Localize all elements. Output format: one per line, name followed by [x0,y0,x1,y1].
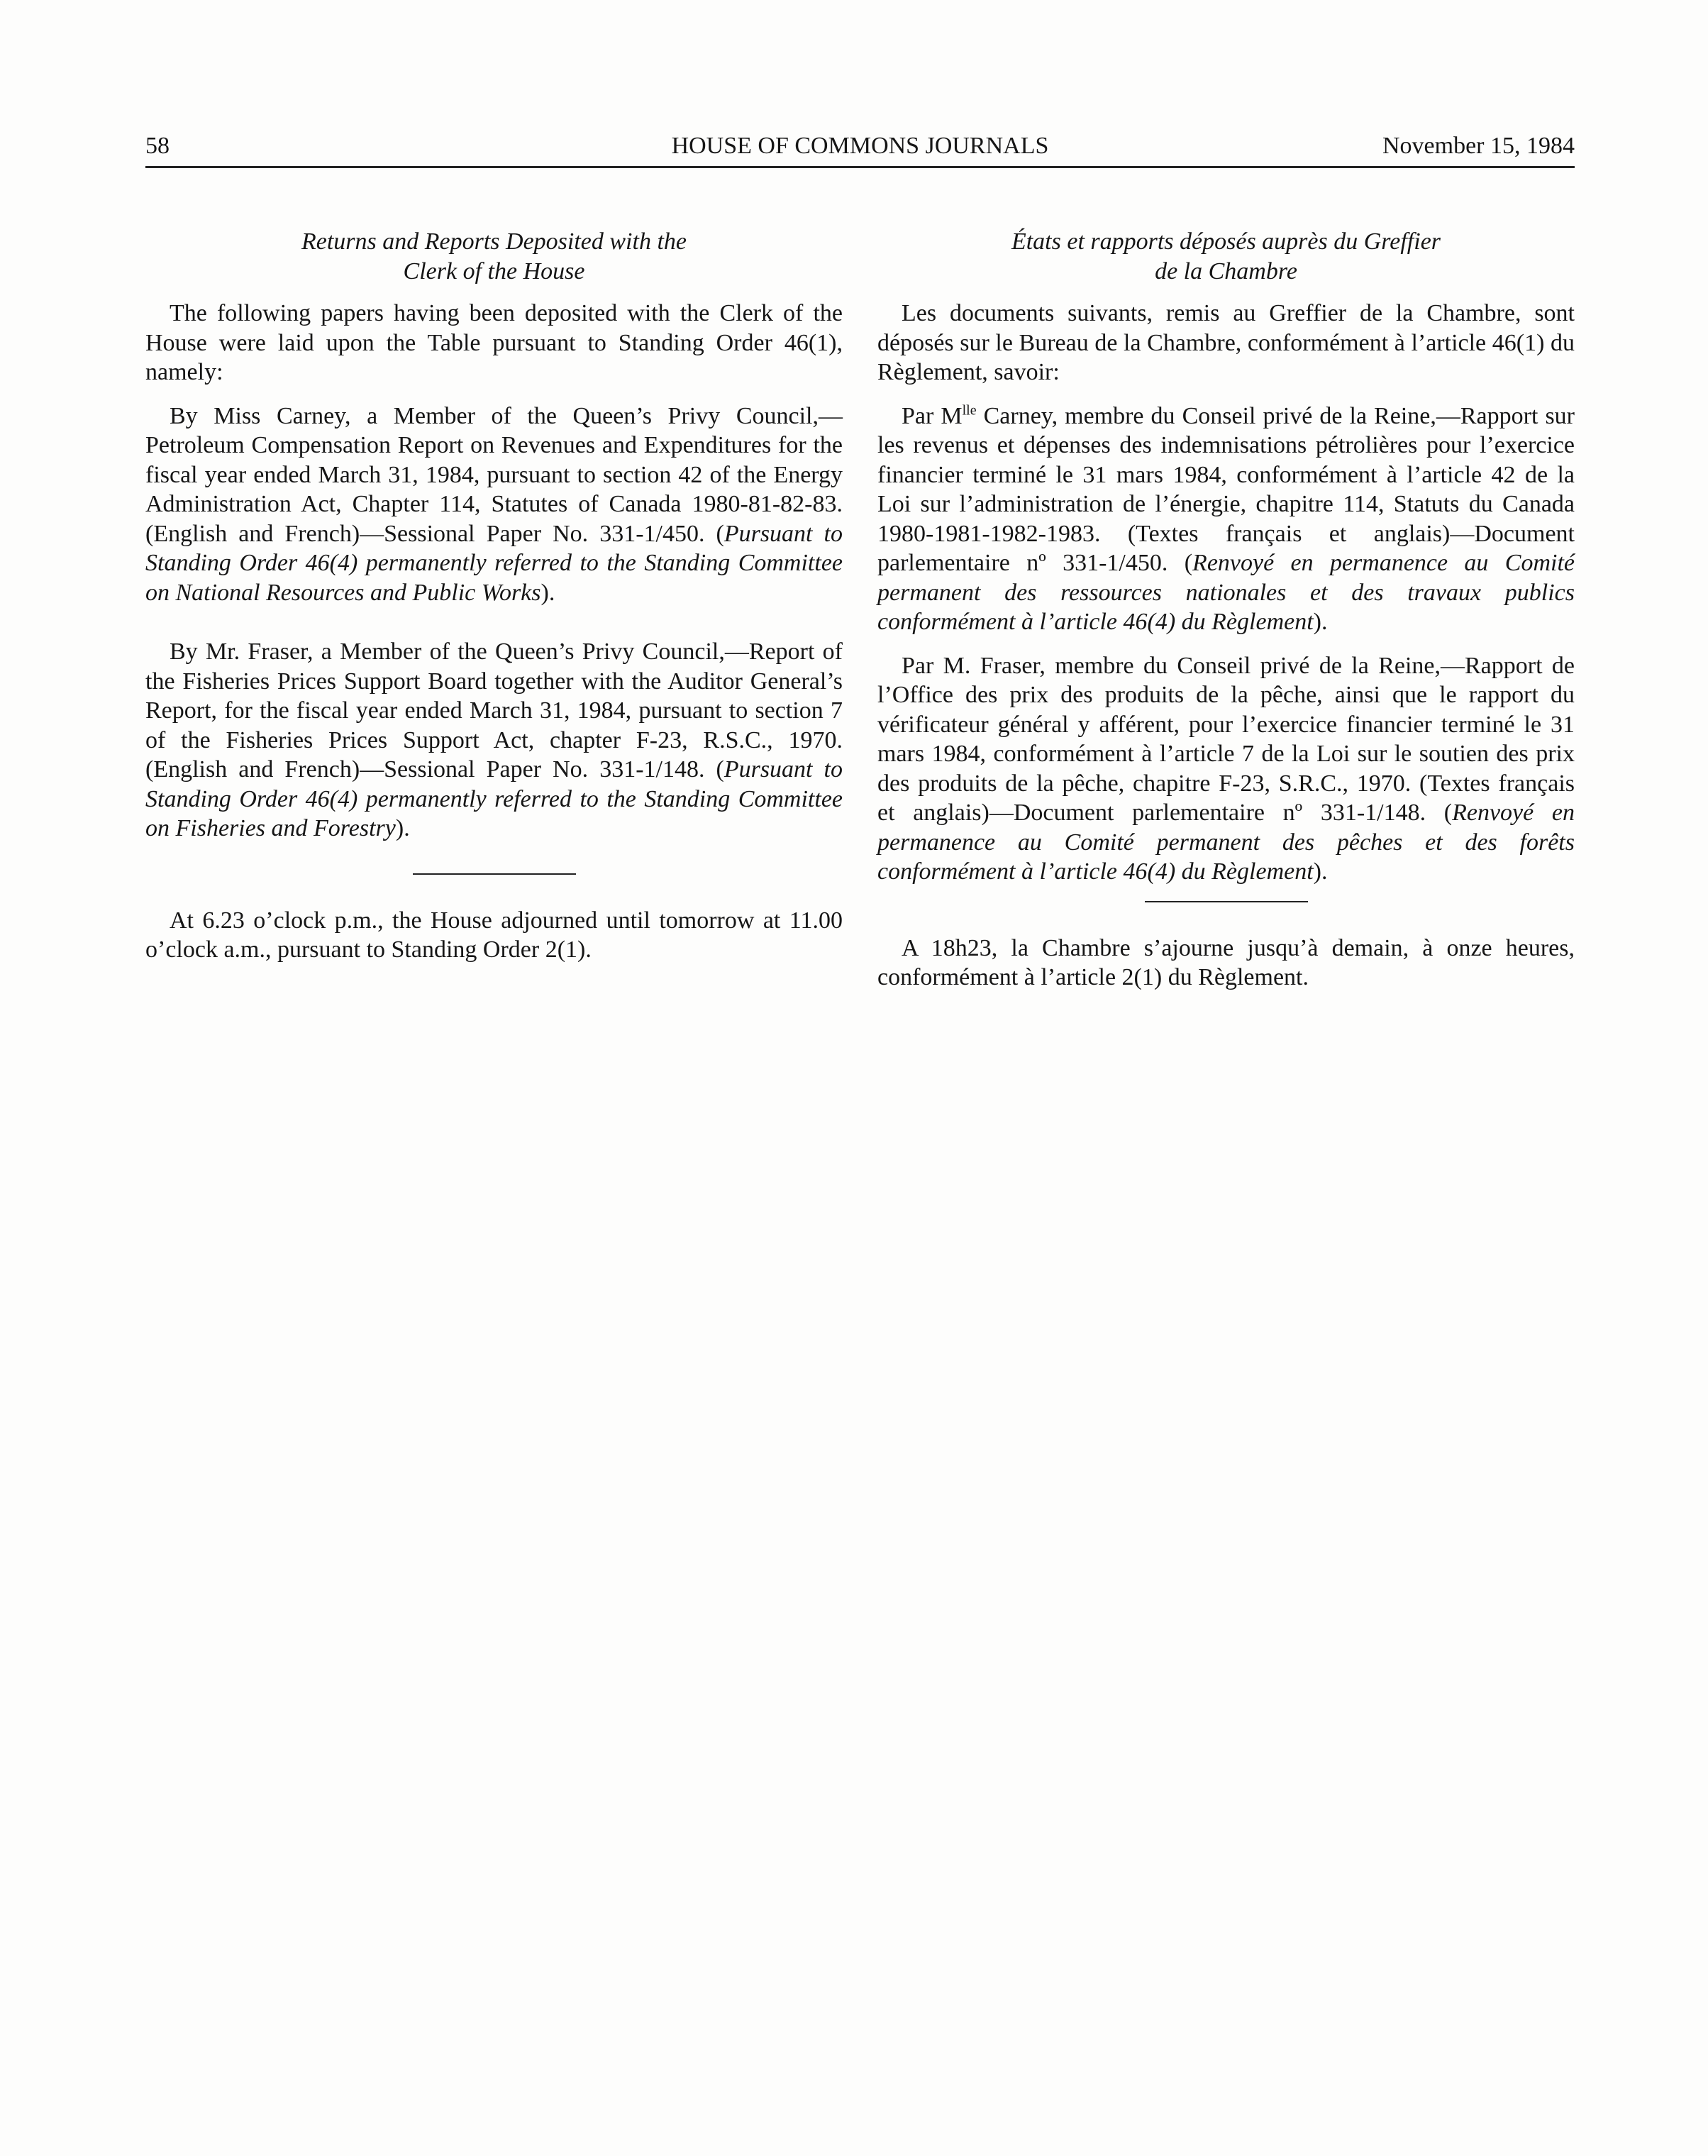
english-column [145,227,843,965]
intro-paragraph-fr: Les documents suivants, remis au Greffier de la Chambre, sont déposés sur le Bureau de la Chambre, conformément à l’article 46(1) du Règlement, savoir: [877,300,1575,385]
heading-line-2: de la Chambre [1155,258,1297,284]
entry-carney-fr: Par $M^{lle}$ Carney, membre du Conseil privé de la Reine,—Rapport sur les revenus et dépenses des indemnisations pétrolières pour l’exercice financier terminé le 31 mars 1984, conformément à l’article 42 de la Loi sur l’administration de l’énergie, chapitre 114, Statuts du Canada 1980-1981-1982-1983. (Textes français et anglais)—Document parlementaire nº 331-1/450. (Renvoyé en permanence au Comité permanent des ressources nationales et des travaux publics conformément à l’article 46(4) du Règlement). [877,402,1575,635]
adjournment-paragraph-fr: A 18h23, la Chambre s’ajourne jusqu’à demain, à onze heures, conformément à l’article 2(1) du Règlement. [877,934,1575,990]
page-header [145,126,1575,168]
section-heading-en [145,227,843,286]
section-heading-fr [877,227,1575,286]
separator-rule-en [413,873,576,875]
separator-rule-fr [1145,901,1308,902]
intro-paragraph-en: The following papers having been deposited with the Clerk of the House were laid upon the Table pursuant to Standing Order 46(1), namely: [145,300,843,385]
entry-fraser-fr: Par M. Fraser, membre du Conseil privé de la Reine,—Rapport de l’Office des prix des produits de la pêche, ainsi que le rapport du vérificateur général y afférent, pour l’exercice financier terminé le 31 mars 1984, conformément à l’article 7 de la Loi sur le soutien des prix des produits de la pêche, chapitre F-23, S.R.C., 1970. (Textes français et anglais)—Document parlementaire nº 331-1/148. (Renvoyé en permanence au Comité permanent des pêches et des forêts conformément à l’article 46(4) du Règlement). [877,652,1575,885]
heading-line-1: Returns and Reports Deposited with the [301,228,687,255]
heading-line-1: États et rapports déposés auprès du Greffier [1011,228,1441,255]
journal-title: HOUSE OF COMMONS JOURNALS [671,133,1049,159]
header-date: November 15, 1984 [1382,133,1575,159]
adjournment-paragraph-en: At 6.23 o’clock p.m., the House adjourned until tomorrow at 11.00 o’clock a.m., pursuant to Standing Order 2(1). [145,907,843,963]
entry-fraser-en: By Mr. Fraser, a Member of the Queen’s Privy Council,—Report of the Fisheries Prices Support Board together with the Auditor General’s Report, for the fiscal year ended March 31, 1984, pursuant to section 7 of the Fisheries Prices Support Act, chapter F-23, R.S.C., 1970. (English and French)—Sessional Paper No. 331-1/148. (Pursuant to Standing Order 46(4) permanently referred to the Standing Committee on Fisheries and Forestry). [145,638,843,841]
heading-line-2: Clerk of the House [403,258,585,284]
page-number: 58 [145,133,170,159]
french-column [877,227,1575,993]
entry-carney-en: By Miss Carney, a Member of the Queen’s Privy Council,—Petroleum Compensation Report on Revenues and Expenditures for the fiscal year ended March 31, 1984, pursuant to section 42 of the Energy Administration Act, Chapter 114, Statutes of Canada 1980-81-82-83. (English and French)—Sessional Paper No. 331-1/450. (Pursuant to Standing Order 46(4) permanently referred to the Standing Committee on National Resources and Public Works). [145,402,843,606]
